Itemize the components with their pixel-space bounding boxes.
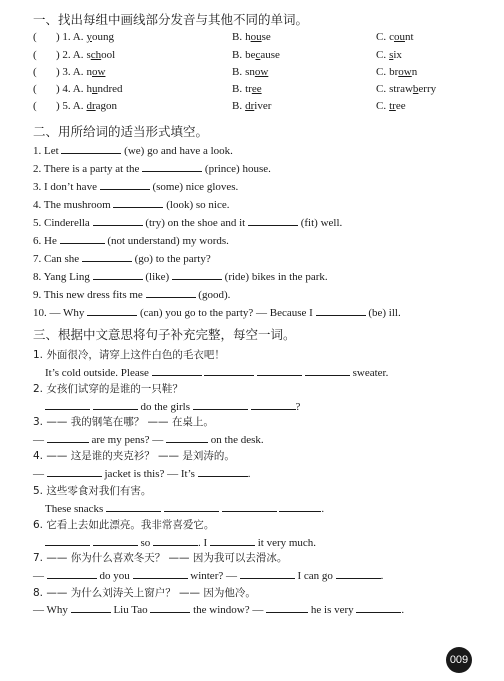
s3-q5-english: These snacks .: [45, 503, 325, 515]
answer-blank[interactable]: [166, 432, 208, 443]
s3-q2-english: do the girls ?: [45, 399, 300, 413]
s1-row-5-option-c: C. tree: [376, 100, 406, 112]
answer-blank[interactable]: [316, 305, 366, 316]
answer-blank[interactable]: [113, 197, 163, 208]
answer-blank[interactable]: [45, 399, 90, 410]
s1-row-2-option-a: ) 2. A. school: [56, 49, 116, 61]
answer-blank[interactable]: [193, 399, 248, 410]
s3-q7-english: — do you winter? — I can go .: [33, 570, 384, 582]
s2-item-10: 10. — Why (can) you go to the party? — Because I (be) ill.: [33, 307, 401, 319]
s1-row-4-option-a: ) 4. A. hundred: [56, 83, 123, 95]
answer-blank[interactable]: [87, 305, 137, 316]
answer-blank[interactable]: [336, 568, 381, 579]
answer-blank[interactable]: [60, 233, 105, 244]
s3-q7-chinese: 7. —— 你为什么喜欢冬天？ —— 因为我可以去滑冰。: [33, 552, 288, 564]
s3-q1-chinese: 1. 外面很冷，请穿上这件白色的毛衣吧！: [33, 349, 225, 361]
s1-row-2-option-c: C. six: [376, 49, 402, 61]
s1-row-4-option-b: B. tree: [232, 83, 262, 95]
answer-blank[interactable]: [257, 365, 302, 376]
section-1-title: 一、找出每组中画线部分发音与其他不同的单词。: [33, 12, 309, 27]
answer-blank[interactable]: [106, 501, 161, 512]
answer-blank[interactable]: [153, 535, 198, 546]
answer-blank[interactable]: [93, 215, 143, 226]
answer-blank[interactable]: [251, 399, 296, 410]
s1-row-5-option-a: ) 5. A. dragon: [56, 100, 118, 112]
section-3-title: 三、根据中文意思将句子补充完整，每空一词。: [33, 327, 296, 342]
answer-blank[interactable]: [146, 287, 196, 298]
answer-blank[interactable]: [61, 143, 121, 154]
s1-row-3-paren: (: [33, 66, 37, 78]
s3-q5-chinese: 5. 这些零食对我们有害。: [33, 485, 152, 497]
s2-item-4: 4. The mushroom (look) so nice.: [33, 199, 230, 211]
answer-blank[interactable]: [356, 602, 401, 613]
answer-blank[interactable]: [47, 432, 89, 443]
s3-q6-english: so . I it very much.: [45, 535, 316, 549]
s1-row-1-option-b: B. house: [232, 31, 271, 43]
answer-blank[interactable]: [47, 568, 97, 579]
answer-blank[interactable]: [172, 269, 222, 280]
answer-blank[interactable]: [305, 365, 350, 376]
s1-row-1-option-c: C. count: [376, 31, 414, 43]
s3-q6-chinese: 6. 它看上去如此漂亮。我非常喜爱它。: [33, 519, 215, 531]
answer-blank[interactable]: [240, 568, 295, 579]
answer-blank[interactable]: [204, 365, 254, 376]
answer-blank[interactable]: [142, 161, 202, 172]
answer-blank[interactable]: [164, 501, 219, 512]
answer-blank[interactable]: [93, 269, 143, 280]
answer-blank[interactable]: [248, 215, 298, 226]
answer-blank[interactable]: [152, 365, 202, 376]
s3-q2-chinese: 2. 女孩们试穿的是谁的一只鞋？: [33, 383, 183, 395]
s2-item-6: 6. He (not understand) my words.: [33, 235, 229, 247]
s1-row-2-option-b: B. because: [232, 49, 280, 61]
s3-q3-chinese: 3. —— 我的钢笔在哪？ —— 在桌上。: [33, 416, 214, 428]
s2-item-9: 9. This new dress fits me (good).: [33, 289, 231, 301]
page-number-badge: 009: [446, 647, 472, 673]
answer-blank[interactable]: [93, 399, 138, 410]
s1-row-3-option-a: ) 3. A. now: [56, 66, 106, 78]
answer-blank[interactable]: [279, 501, 321, 512]
s2-item-5: 5. Cinderella (try) on the shoe and it (fit) well.: [33, 217, 343, 229]
s1-row-5-option-b: B. driver: [232, 100, 272, 112]
answer-blank[interactable]: [222, 501, 277, 512]
s1-row-5-paren: (: [33, 100, 37, 112]
s2-item-3: 3. I don’t have (some) nice gloves.: [33, 181, 239, 193]
s3-q8-english: — Why Liu Tao the window? — he is very .: [33, 604, 405, 616]
answer-blank[interactable]: [45, 535, 90, 546]
s1-row-3-option-b: B. snow: [232, 66, 269, 78]
s3-q4-english: — jacket is this? — It’s .: [33, 468, 251, 480]
s2-item-7: 7. Can she (go) to the party?: [33, 253, 211, 265]
s3-q4-chinese: 4. —— 这是谁的夹克衫？ —— 是刘涛的。: [33, 450, 235, 462]
s1-row-1-option-a: ) 1. A. young: [56, 31, 114, 43]
answer-blank[interactable]: [210, 535, 255, 546]
s1-row-4-paren: (: [33, 83, 37, 95]
s2-item-2: 2. There is a party at the (prince) house.: [33, 163, 271, 175]
s2-item-8: 8. Yang Ling (like) (ride) bikes in the park.: [33, 271, 328, 283]
s3-q3-english: — are my pens? — on the desk.: [33, 434, 264, 446]
s1-row-4-option-c: C. strawberry: [376, 83, 437, 95]
s1-row-1-paren: (: [33, 31, 37, 43]
answer-blank[interactable]: [100, 179, 150, 190]
section-2-title: 二、用所给词的适当形式填空。: [33, 124, 209, 139]
answer-blank[interactable]: [47, 466, 102, 477]
answer-blank[interactable]: [133, 568, 188, 579]
answer-blank[interactable]: [198, 466, 248, 477]
s1-row-3-option-c: C. brown: [376, 66, 418, 78]
answer-blank[interactable]: [93, 535, 138, 546]
s3-q8-chinese: 8. —— 为什么刘涛关上窗户？ —— 因为他冷。: [33, 587, 256, 599]
answer-blank[interactable]: [82, 251, 132, 262]
s2-item-1: 1. Let (we) go and have a look.: [33, 145, 233, 157]
answer-blank[interactable]: [266, 602, 308, 613]
answer-blank[interactable]: [71, 602, 111, 613]
s1-row-2-paren: (: [33, 49, 37, 61]
s3-q1-english: It’s cold outside. Please sweater.: [45, 367, 389, 379]
answer-blank[interactable]: [150, 602, 190, 613]
